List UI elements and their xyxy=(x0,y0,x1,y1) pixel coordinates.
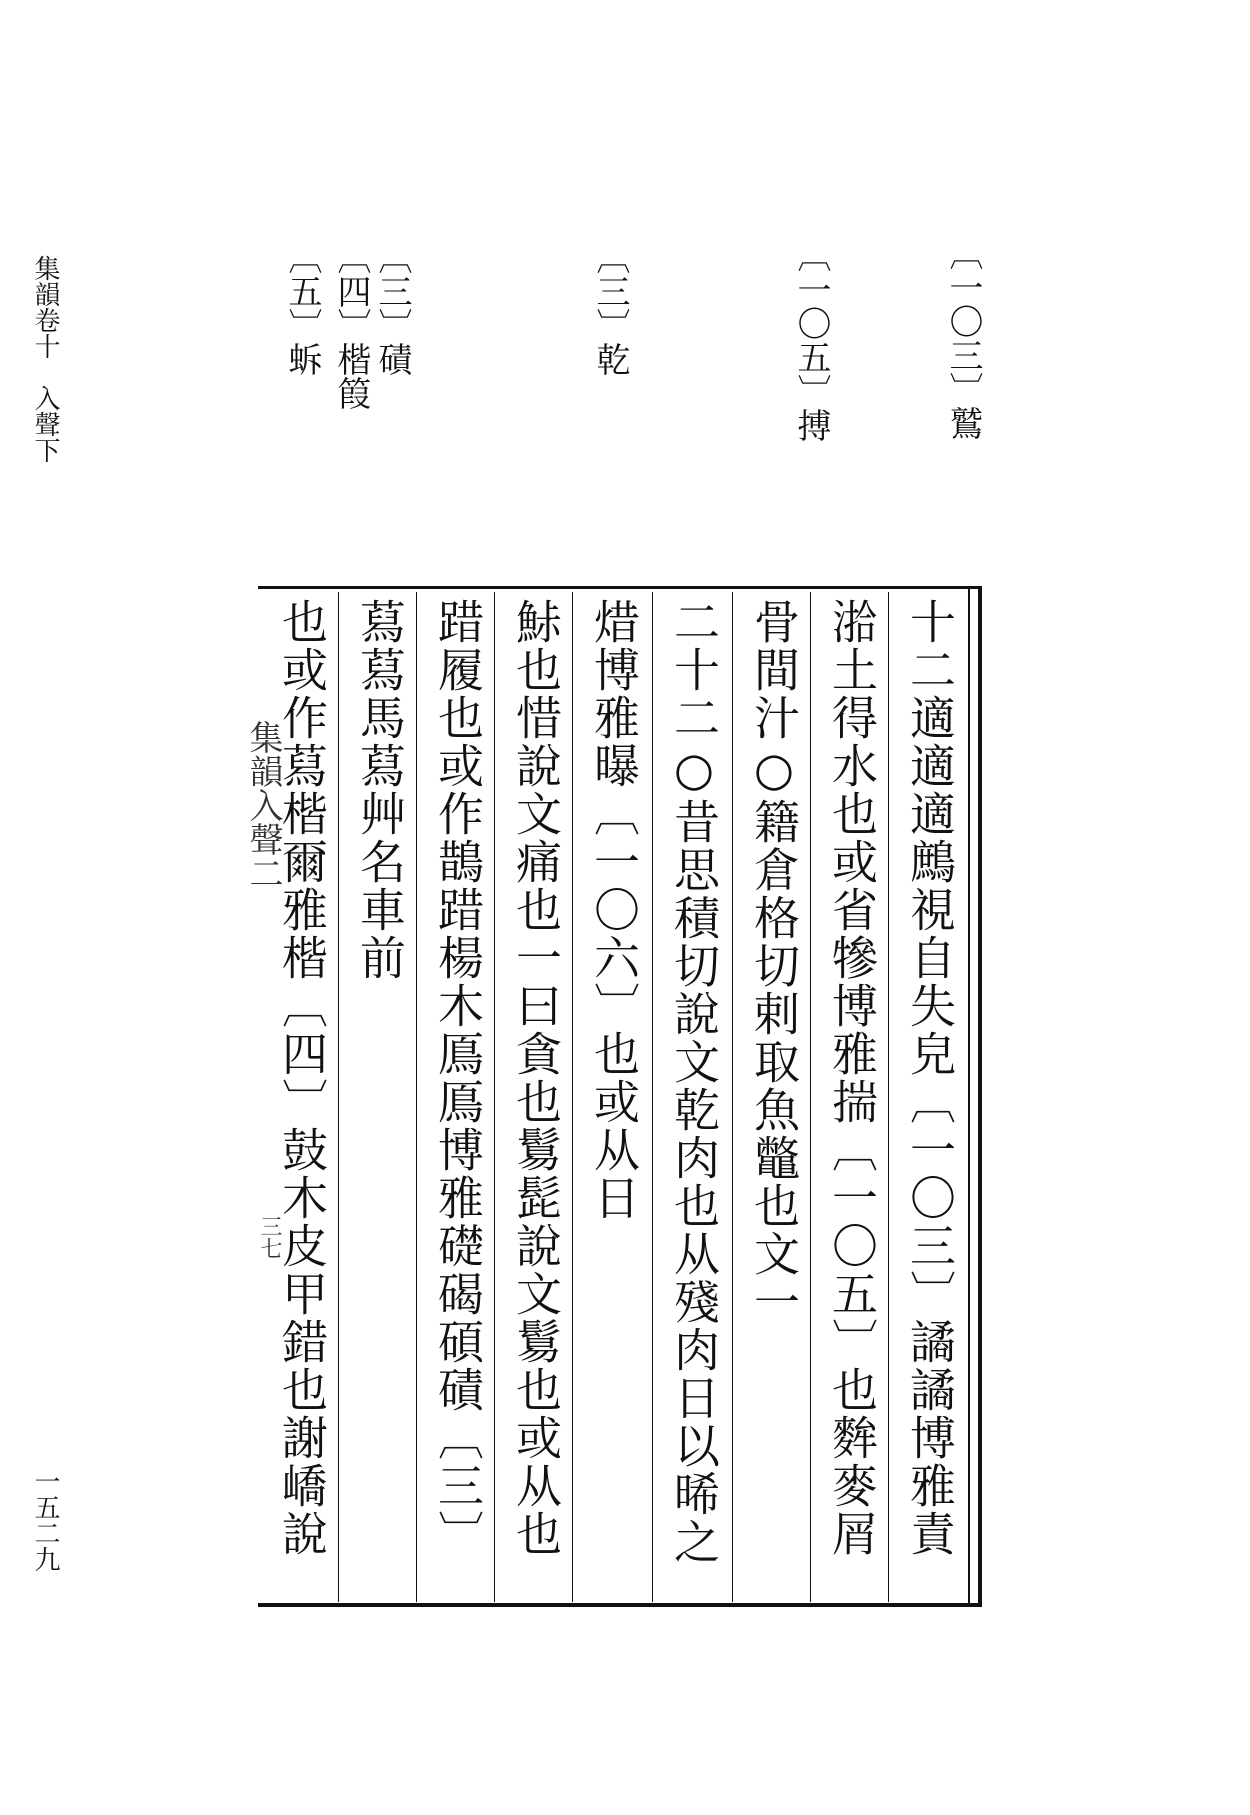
text-column: 焟博雅曝〔一〇六〕也或从日 xyxy=(587,598,641,1222)
text-column: 也或作蕮楷爾雅楷〔四〕鼓木皮甲錯也謝嶠說 xyxy=(275,598,329,1558)
text-column: 十二適適適鷓視自失皃〔一〇三〕譎譎博雅責 xyxy=(903,598,957,1558)
column-rule xyxy=(732,592,733,1602)
text-column: 鮛也惜說文痛也一曰貪也鬄髭說文鬄也或从也 xyxy=(509,598,563,1558)
running-title: 集韻卷十 入聲下 xyxy=(30,255,60,463)
collation-note: 〔五〕蚸 xyxy=(282,240,322,376)
collation-note: 〔三〕磧 xyxy=(372,240,412,376)
text-column: 湁土得水也或省犙博雅揣〔一〇五〕也麰麥屑 xyxy=(825,598,879,1558)
margin-title: 集韻入聲二 xyxy=(243,720,283,890)
collation-note: 〔三〕乾 xyxy=(590,240,630,376)
collation-note: 〔一〇三〕鷲 xyxy=(943,236,983,440)
collation-note: 〔四〕楷䈔 xyxy=(331,240,371,410)
page-number: 一五二九 xyxy=(30,1468,60,1572)
column-rule xyxy=(652,592,653,1602)
margin-leaf-number: 三七 xyxy=(257,1215,282,1259)
text-column: 踖履也或作鵲踖楊木鳫鳫博雅礎碣碩磧〔三〕 xyxy=(431,598,485,1558)
column-rule xyxy=(494,592,495,1602)
text-column: 二十二○昔思積切說文乾肉也从殘肉日以晞之 xyxy=(667,598,721,1566)
text-column: 蕮蕮馬蕮艸名車前 xyxy=(353,598,407,982)
column-rule xyxy=(338,592,339,1602)
column-rule xyxy=(416,592,417,1602)
text-column: 骨間汁○籍倉格切剌取魚鼈也文一 xyxy=(747,598,801,1326)
column-rule xyxy=(572,592,573,1602)
column-rule xyxy=(888,592,889,1602)
column-rule xyxy=(810,592,811,1602)
collation-note: 〔一〇五〕搏 xyxy=(791,238,831,442)
